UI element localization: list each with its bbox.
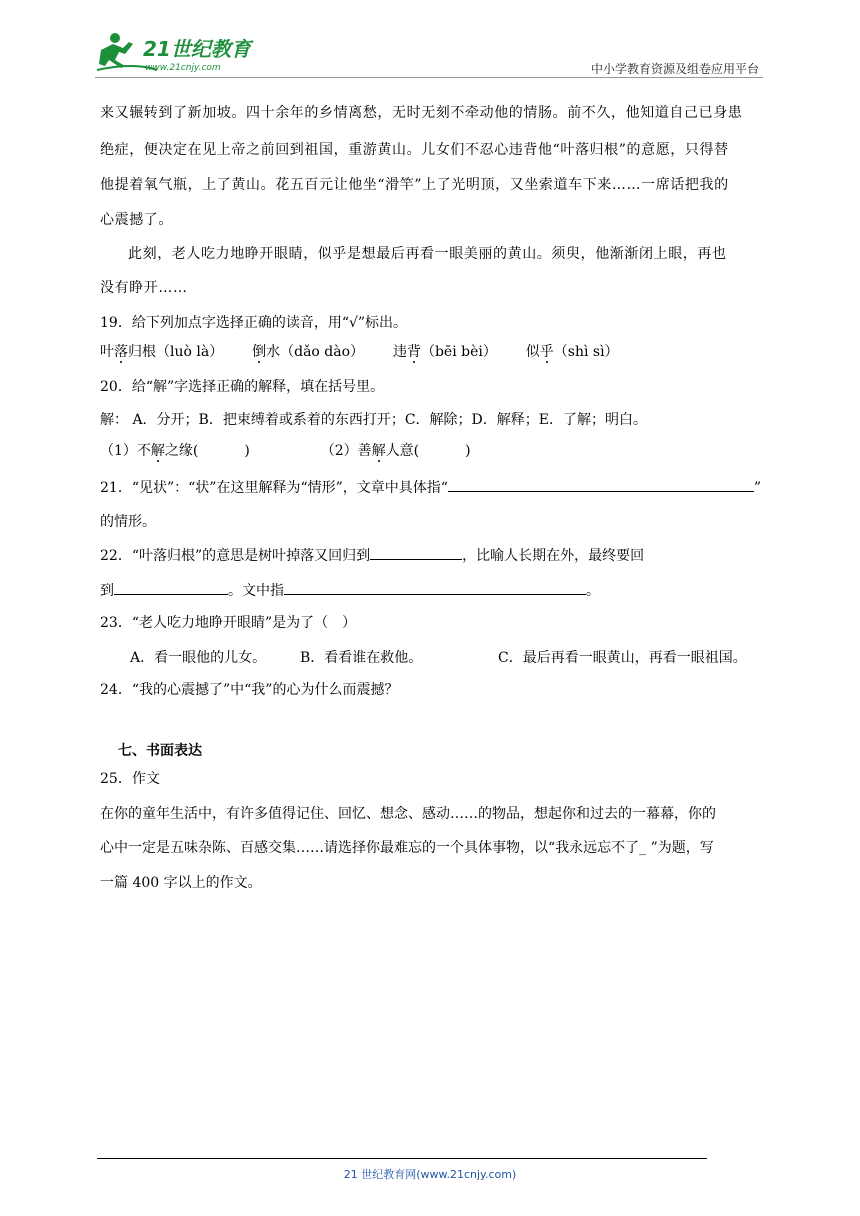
q25-prompt-line1: 在你的童年生活中，有许多值得记住、回忆、想念、感动……的物品，想起你和过去的一幕幕，你的 xyxy=(100,806,716,822)
q25-stem: 25．作文 xyxy=(100,771,160,787)
q19-item4: 似乎（shì sì） xyxy=(525,344,619,360)
q19-item2: 倒水（dǎo dào） xyxy=(252,344,365,360)
header-divider xyxy=(95,77,763,78)
q20-sub1: （1）不解之缘( ) xyxy=(100,443,250,459)
logo-url: www.21cnjy.com xyxy=(145,63,221,73)
q25-prompt-line2: 心中一定是五味杂陈、百感交集……请选择你最难忘的一个具体事物，以“我永远忘不了_ ”为题，写 xyxy=(100,840,714,856)
passage-p1-line2: 绝症，便决定在见上帝之前回到祖国，重游黄山。儿女们不忍心违背他“叶落归根”的意愿，只得替 xyxy=(100,142,729,158)
21cnjy-logo xyxy=(95,30,260,74)
footer-text[interactable]: 21 世纪教育网(www.21cnjy.com) xyxy=(343,1168,517,1181)
passage-p2-line2: 没有睁开…… xyxy=(100,280,188,296)
q23-option-a[interactable]: A．看一眼他的儿女。 xyxy=(130,650,267,666)
emphasis-dot-char: 乎 xyxy=(539,344,554,360)
q19-stem: 19．给下列加点字选择正确的读音，用“√”标出。 xyxy=(100,315,408,331)
header-platform-text: 中小学教育资源及组卷应用平台 xyxy=(590,62,759,76)
page-header xyxy=(95,30,763,78)
q19-item1: 叶落归根（luò là） xyxy=(100,344,224,360)
q20-stem: 20．给“解”字选择正确的解释，填在括号里。 xyxy=(100,379,385,395)
q23-option-c[interactable]: C．最后再看一眼黄山，再看一眼祖国。 xyxy=(498,650,747,666)
q21-line2: 的情形。 xyxy=(100,514,156,530)
q19-item3: 违背（bēi bèi） xyxy=(392,344,497,360)
q19-items xyxy=(100,342,619,362)
answer-blank[interactable] xyxy=(114,580,228,595)
answer-blank[interactable] xyxy=(448,477,754,492)
q22-line2: 到 。文中指 。 xyxy=(100,580,600,601)
emphasis-dot-char: 解 xyxy=(371,443,386,459)
q21-line1: 21．“见状”：“状”在这里解释为“情形”，文章中具体指“ ” xyxy=(100,477,761,498)
passage-p1-line4: 心震撼了。 xyxy=(100,212,173,228)
q20-options: 解： A．分开；B．把束缚着或系着的东西打开；C．解除；D．解释；E．了解；明白。 xyxy=(100,412,648,428)
answer-blank[interactable] xyxy=(370,545,462,560)
passage-p1-line3: 他提着氧气瓶，上了黄山。花五百元让他坐“滑竿”上了光明顶，又坐索道车下来……一席话把我的 xyxy=(100,177,729,193)
passage-p1-line1: 来又辗转到了新加坡。四十余年的乡情离愁，无时无刻不牵动他的情肠。前不久，他知道自己已身患 xyxy=(100,105,743,121)
q22-line1: 22．“叶落归根”的意思是树叶掉落又回归到 ，比喻人长期在外，最终要回 xyxy=(100,545,644,566)
q23-option-b[interactable]: B．看看谁在救他。 xyxy=(300,650,423,666)
emphasis-dot-char: 倒 xyxy=(252,344,267,360)
q25-prompt-line3: 一篇 400 字以上的作文。 xyxy=(100,875,262,891)
answer-blank[interactable] xyxy=(284,580,586,595)
emphasis-dot-char: 落 xyxy=(114,344,128,360)
footer-divider xyxy=(97,1158,707,1159)
q20-sub2: （2）善解人意( ) xyxy=(320,443,471,459)
q20-subitems xyxy=(100,441,471,461)
q24-stem: 24．“我的心震撼了”中“我”的心为什么而震撼？ xyxy=(100,682,399,698)
section-heading: 七、书面表达 xyxy=(118,743,202,759)
emphasis-dot-char: 解 xyxy=(150,443,165,459)
passage-p2-line1: 此刻，老人吃力地睁开眼睛，似乎是想最后再看一眼美丽的黄山。须臾，他渐渐闭上眼，再也 xyxy=(128,246,727,262)
q23-stem: 23．“老人吃力地睁开眼睛”是为了（ ） xyxy=(100,615,357,631)
logo-text: 21世纪教育 xyxy=(143,37,251,61)
emphasis-dot-char: 背 xyxy=(406,344,421,360)
